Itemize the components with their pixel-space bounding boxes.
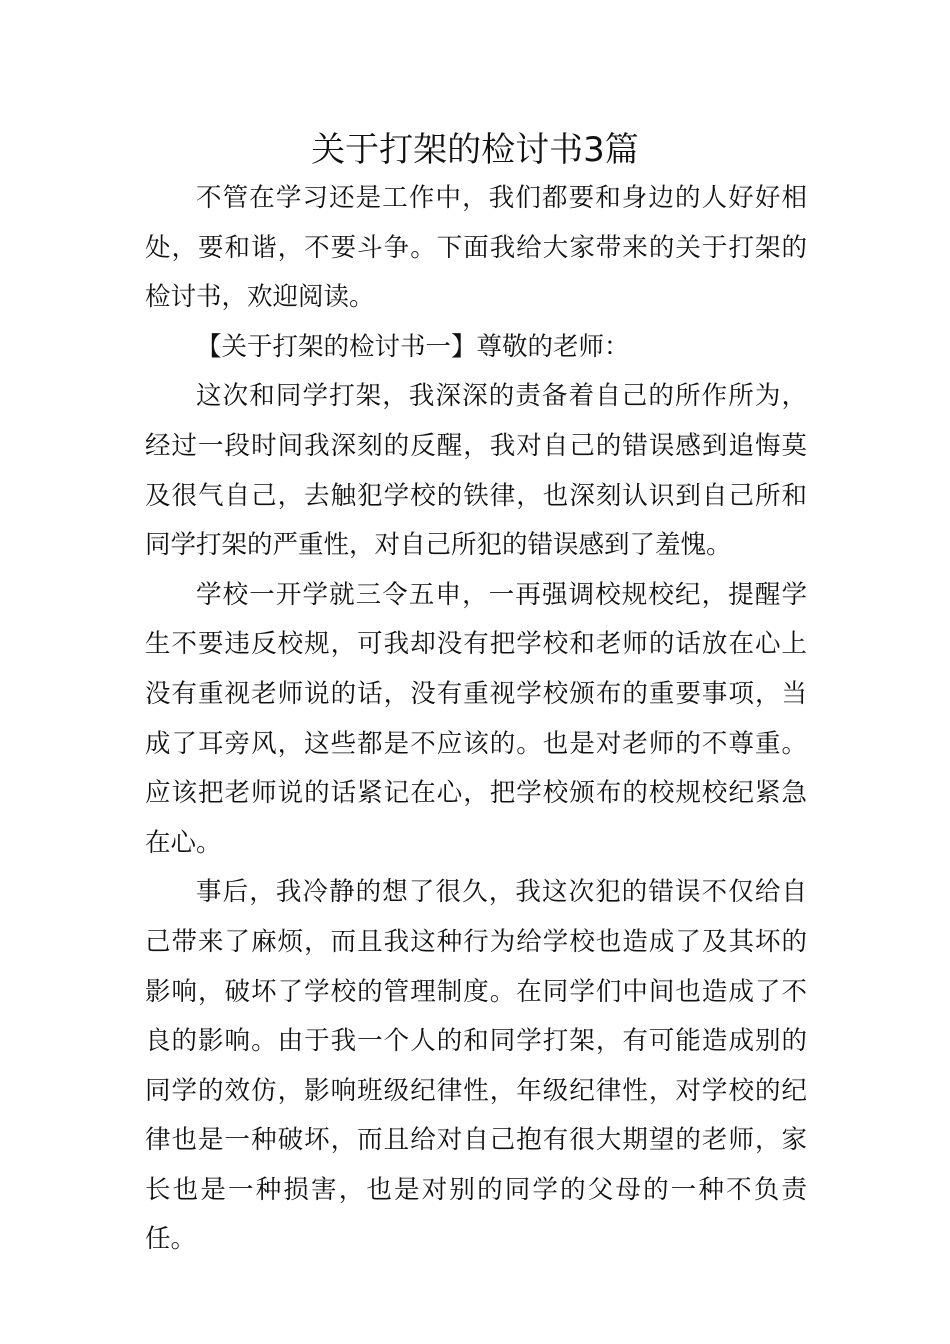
document-body [145,174,807,1265]
paragraph-intro: 不管在学习还是工作中，我们都要和身边的人好好相处，要和谐，不要斗争。下面我给大家带来的关于打架的检讨书，欢迎阅读。 [145,183,807,313]
paragraph: 这次和同学打架，我深深的责备着自己的所作所为，经过一段时间我深刻的反醒，我对自己的错误感到追悔莫及很气自己，去触犯学校的铁律，也深刻认识到自己所和同学打架的严重性，对自己所犯的错误感到了羞愧。 [145,381,807,561]
paragraph: 学校一开学就三令五申，一再强调校规校纪，提醒学生不要违反校规，可我却没有把学校和老师的话放在心上没有重视老师说的话，没有重视学校颁布的重要事项，当成了耳旁风，这些都是不应该的。也是对老师的不尊重。应该把老师说的话紧记在心，把学校颁布的校规校纪紧急在心。 [145,579,807,858]
paragraph-heading-one: 【关于打架的检讨书一】尊敬的老师： [196,331,630,362]
paragraph: 事后，我冷静的想了很久，我这次犯的错误不仅给自己带来了麻烦，而且我这种行为给学校也造成了及其坏的影响，破坏了学校的管理制度。在同学们中间也造成了不良的影响。由于我一个人的和同学打架，有可能造成别的同学的效仿，影响班级纪律性，年级纪律性，对学校的纪律也是一种破坏，而且给对自己抱有很大期望的老师，家长也是一种损害，也是对别的同学的父母的一种不负责任。 [145,877,807,1255]
document-title: 关于打架的检讨书3篇 [311,130,639,170]
